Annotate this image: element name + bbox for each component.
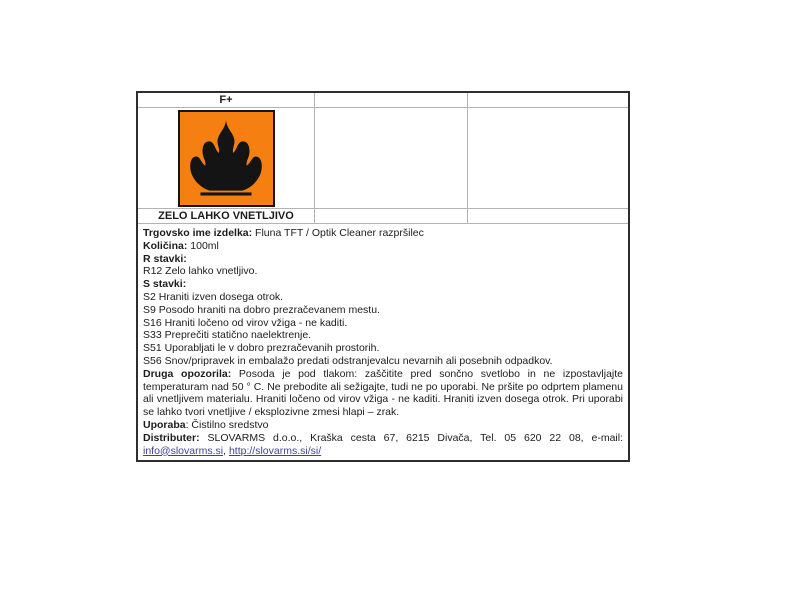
- s-phrase-s33: S33 Preprečiti statično naelektrenje.: [143, 329, 312, 342]
- empty-cell: [468, 93, 628, 108]
- empty-cell: [315, 209, 468, 224]
- empty-cell: [315, 108, 468, 209]
- flame-icon: [182, 115, 270, 203]
- distributor-label: Distributer:: [143, 431, 200, 444]
- quantity-label: Količina:: [143, 239, 188, 252]
- s-phrase-s9: S9 Posodo hraniti na dobro prezračevanem mestu.: [143, 303, 380, 316]
- symbol-code-text: F+: [219, 93, 233, 106]
- product-details-cell: [138, 224, 628, 458]
- distributor-email-link[interactable]: info@slovarms.si: [143, 444, 224, 457]
- product-name-value: Fluna TFT / Optik Cleaner razpršilec: [252, 227, 424, 239]
- empty-cell: [315, 93, 468, 108]
- s-phrase-s2: S2 Hraniti izven dosega otrok.: [143, 290, 284, 303]
- other-warnings-label: Druga opozorila:: [143, 367, 232, 380]
- distributor-url-link[interactable]: http://slovarms.si/si/: [228, 444, 322, 457]
- usage-line: [143, 419, 623, 432]
- usage-label: Uporaba: [143, 418, 186, 431]
- s-phrase-s16: S16 Hraniti ločeno od virov vžiga - ne kaditi.: [143, 316, 348, 329]
- usage-value: : Čistilno sredstvo: [185, 418, 269, 431]
- s-phrase-s51: S51 Uporabljati le v dobro prezračevanih prostorih.: [143, 342, 380, 355]
- other-warnings-paragraph: [143, 368, 623, 419]
- pictogram-cell: [138, 108, 315, 209]
- quantity-line: [143, 240, 623, 253]
- distributor-separator: ,: [223, 444, 229, 457]
- distributor-text: SLOVARMS d.o.o., Kraška cesta 67, 6215 Divača, Tel. 05 620 22 08, e-mail:: [199, 431, 623, 444]
- product-name-label: Trgovsko ime izdelka:: [143, 227, 253, 239]
- empty-cell: [468, 108, 628, 209]
- s-phrases-heading: S stavki:: [143, 278, 187, 291]
- other-warnings-text: Posoda je pod tlakom: zaščitite pred sončno svetlobo in ne izpostavljajte temperaturam nad 50 ° C. Ne prebodite ali sežigajte, tudi ne po uporabi. Ne pršite po odprtem plamenu ali vnetljivem materialu. Hraniti ločeno od virov vžiga - ne kaditi. Hraniti izven dosega otrok. Pri uporabi se lahko tvori vnetljive / eksplozivne zmesi hlapi – zrak.: [143, 367, 623, 419]
- empty-cell: [468, 209, 628, 224]
- s-phrase-s56: S56 Snov/pripravek in embalažo predati odstranjevalcu nevarnih ali posebnih odpadkov.: [143, 354, 553, 367]
- distributor-paragraph: [143, 432, 623, 458]
- hazard-caption-cell: [138, 209, 315, 224]
- hazard-caption-text: ZELO LAHKO VNETLJIVO: [158, 209, 294, 222]
- hazard-label-table: [136, 91, 630, 462]
- flammable-pictogram: [178, 110, 275, 207]
- r-phrase-r12: R12 Zelo lahko vnetljivo.: [143, 265, 258, 278]
- quantity-value: 100ml: [187, 239, 219, 252]
- symbol-code-cell: [138, 93, 315, 108]
- r-phrases-heading: R stavki:: [143, 252, 187, 265]
- product-name-line: [143, 227, 623, 240]
